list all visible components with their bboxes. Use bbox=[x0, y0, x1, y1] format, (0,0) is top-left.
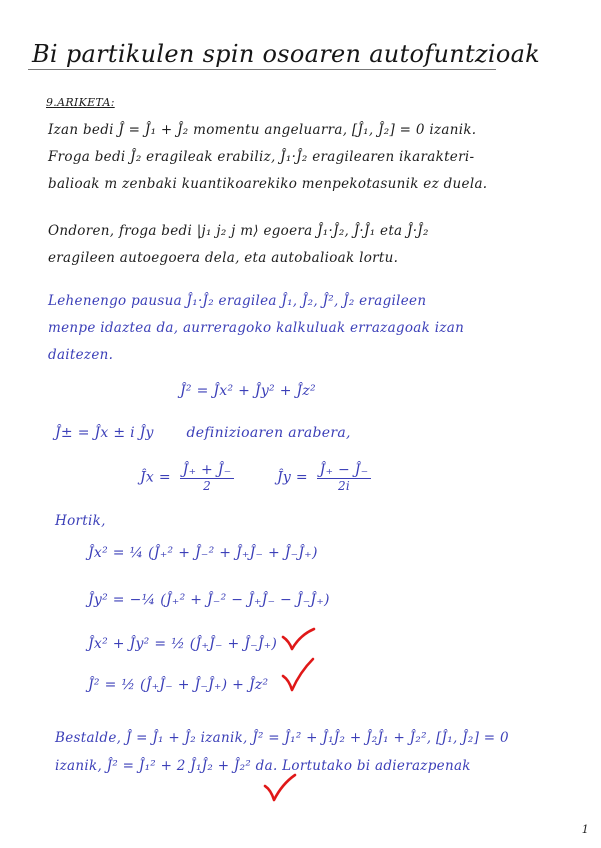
jx-numerator: Ĵ₊ + Ĵ₋ bbox=[180, 462, 235, 479]
intro-line: balioak m zenbaki kuantikoarekiko menpekotasunik ez duela. bbox=[48, 176, 488, 192]
page-number: 1 bbox=[581, 823, 589, 836]
equation-ladder-operators bbox=[55, 425, 351, 441]
intro-line: Froga bedi Ĵ₂ eragileak erabiliz, Ĵ₁·Ĵ₂ eragilearen ikarakteri- bbox=[48, 149, 475, 165]
page-title: Bi partikulen spin osoaren autofuntzioak bbox=[32, 40, 541, 68]
jx-lhs: Ĵx = bbox=[140, 469, 171, 486]
jy-lhs: Ĵy = bbox=[277, 469, 308, 486]
equation-jx bbox=[140, 462, 238, 493]
jy-fraction bbox=[317, 462, 372, 493]
task-paragraph bbox=[48, 218, 429, 272]
check-mark-icon bbox=[280, 627, 316, 653]
equation-jy bbox=[277, 462, 375, 493]
ladder-note: definizioaren arabera, bbox=[186, 425, 351, 441]
intro-paragraph bbox=[48, 117, 487, 198]
hortik-label: Hortik, bbox=[55, 513, 106, 529]
jy-denominator: 2i bbox=[338, 479, 351, 493]
bestalde-line-2: izanik, Ĵ² = Ĵ₁² + 2 Ĵ₁Ĵ₂ + Ĵ₂² da. Lortutako bi adierazpenak bbox=[55, 758, 471, 774]
equation-jx-squared: Ĵx² = ¼ (Ĵ₊² + Ĵ₋² + Ĵ₊Ĵ₋ + Ĵ₋Ĵ₊) bbox=[88, 545, 318, 561]
equation-sum: Ĵx² + Ĵy² = ½ (Ĵ₊Ĵ₋ + Ĵ₋Ĵ₊) bbox=[88, 636, 278, 652]
jx-fraction bbox=[180, 462, 235, 493]
check-mark-icon bbox=[262, 772, 298, 804]
jx-denominator: 2 bbox=[203, 479, 211, 493]
bestalde-line-1: Bestalde, Ĵ = Ĵ₁ + Ĵ₂ izanik, Ĵ² = Ĵ₁² + Ĵ₁Ĵ₂ + Ĵ₂Ĵ₁ + Ĵ₂², [Ĵ₁, Ĵ₂] = 0 bbox=[55, 730, 509, 746]
solution-paragraph bbox=[48, 288, 464, 369]
equation-j-squared-full: Ĵ² = ½ (Ĵ₊Ĵ₋ + Ĵ₋Ĵ₊) + Ĵz² bbox=[88, 677, 269, 693]
ladder-def: Ĵ± = Ĵx ± i Ĵy bbox=[55, 425, 154, 441]
title-underline bbox=[28, 69, 496, 70]
check-mark-icon bbox=[280, 656, 316, 694]
equation-jy-squared: Ĵy² = −¼ (Ĵ₊² + Ĵ₋² − Ĵ₊Ĵ₋ − Ĵ₋Ĵ₊) bbox=[88, 592, 330, 608]
exercise-label: 9.ARIKETA: bbox=[46, 96, 115, 109]
task-line: eragileen autoegoera dela, eta autobalioak lortu. bbox=[48, 250, 399, 266]
solution-line: Lehenengo pausua Ĵ₁·Ĵ₂ eragilea Ĵ₁, Ĵ₂, Ĵ², Ĵ₂ eragileen bbox=[48, 293, 427, 309]
jy-numerator: Ĵ₊ − Ĵ₋ bbox=[317, 462, 372, 479]
intro-line: Izan bedi Ĵ = Ĵ₁ + Ĵ₂ momentu angeluarra, [Ĵ₁, Ĵ₂] = 0 izanik. bbox=[48, 122, 477, 138]
solution-line: daitezen. bbox=[48, 347, 114, 363]
solution-line: menpe idaztea da, aurreragoko kalkuluak errazagoak izan bbox=[48, 320, 465, 336]
equation-j-squared: Ĵ² = Ĵx² + Ĵy² + Ĵz² bbox=[180, 383, 316, 399]
task-line: Ondoren, froga bedi |j₁ j₂ j m⟩ egoera Ĵ₁·Ĵ₂, Ĵ·Ĵ₁ eta Ĵ·Ĵ₂ bbox=[48, 223, 429, 239]
